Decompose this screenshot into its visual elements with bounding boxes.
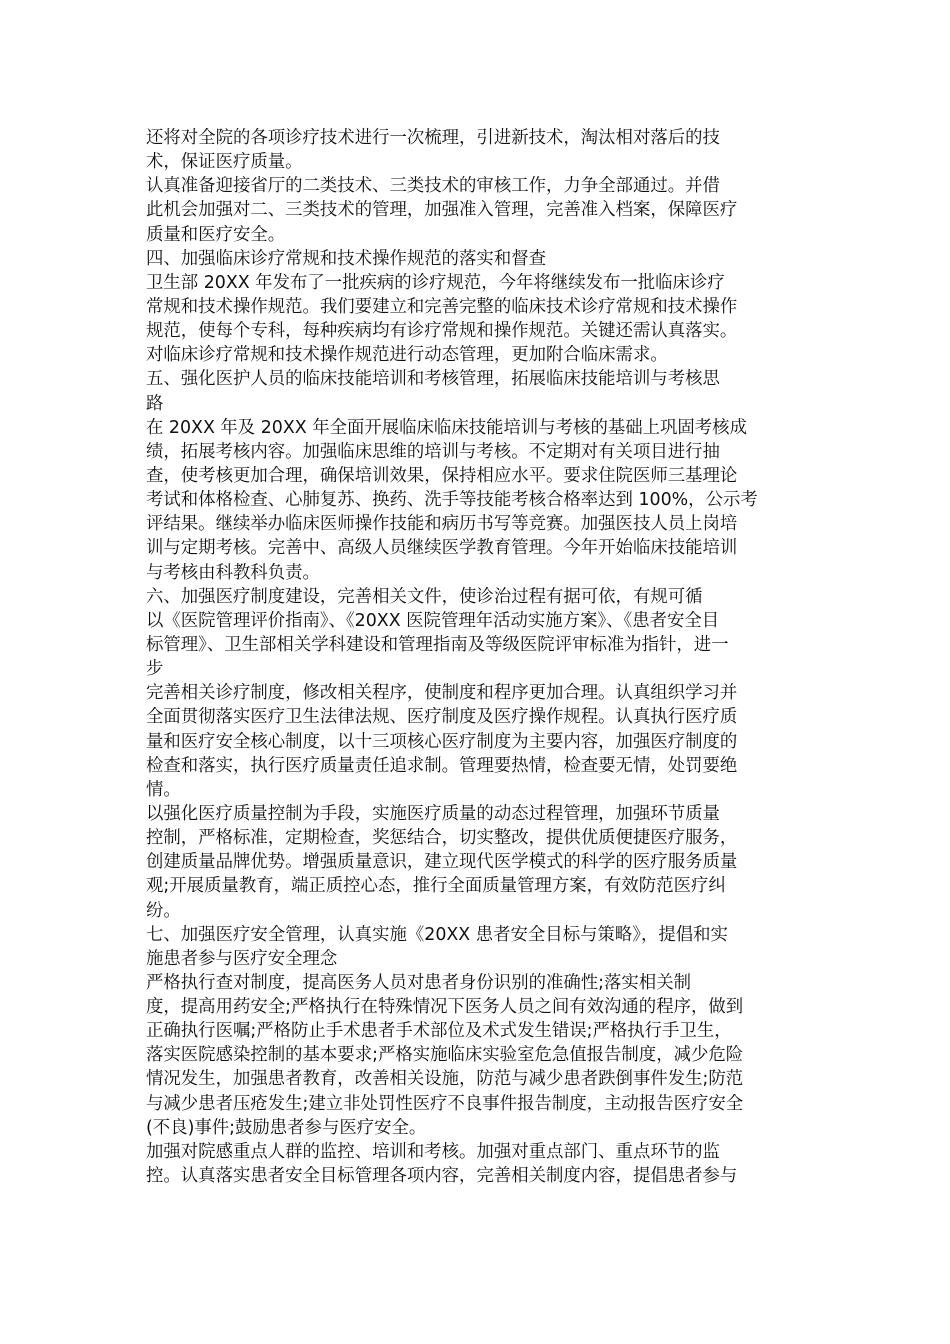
text-line: 正确执行医嘱;严格防止手术患者手术部位及术式发生错误;严格执行手卫生，: [146, 1021, 732, 1042]
text-line: 控。认真落实患者安全目标管理各项内容，完善相关制度内容，提倡患者参与: [146, 1166, 738, 1187]
text-line: 术，保证医疗质量。: [146, 152, 303, 173]
text-line: 纷。: [146, 900, 181, 921]
text-line: 检查和落实，执行医疗质量责任追求制。管理要热情，检查要无情，处罚要绝: [146, 755, 738, 776]
text-line: 情。: [146, 779, 181, 800]
text-line: 严格执行查对制度，提高医务人员对患者身份识别的准确性;落实相关制: [146, 972, 691, 993]
text-line: 加强对院感重点人群的监控、培训和考核。加强对重点部门、重点环节的监: [146, 1141, 720, 1162]
text-line: 查，使考核更加合理，确保培训效果，保持相应水平。要求住院医师三基理论: [146, 465, 738, 486]
document-body: [146, 126, 814, 1188]
text-line: 观;开展质量教育，端正质控心态，推行全面质量管理方案，有效防范医疗纠: [146, 876, 726, 897]
text-line: 考试和体格检查、心肺复苏、换药、洗手等技能考核合格率达到 100%，公示考: [146, 490, 758, 511]
text-line: 量和医疗安全核心制度，以十三项核心医疗制度为主要内容，加强医疗制度的: [146, 731, 738, 752]
text-line: 六、加强医疗制度建设，完善相关文件，使诊治过程有据可依，有规可循: [146, 586, 703, 607]
text-line: 七、加强医疗安全管理，认真实施《20XX 患者安全目标与策略》，提倡和实: [146, 924, 728, 945]
text-line: 控制，严格标准，定期检查，奖惩结合，切实整改，提供优质便捷医疗服务，: [146, 828, 738, 849]
text-line: 认真准备迎接省厅的二类技术、三类技术的审核工作，力争全部通过。并借: [146, 176, 720, 197]
text-line: 全面贯彻落实医疗卫生法律法规、医疗制度及医疗操作规程。认真执行医疗质: [146, 707, 738, 728]
text-line: 质量和医疗安全。: [146, 224, 286, 245]
text-line: 五、强化医护人员的临床技能培训和考核管理，拓展临床技能培训与考核思: [146, 369, 720, 390]
text-line: 对临床诊疗常规和技术操作规范进行动态管理，更加附合临床需求。: [146, 345, 668, 366]
text-line: 标管理》、卫生部相关学科建设和管理指南及等级医院评审标准为指针，进一: [146, 634, 729, 655]
text-line: 还将对全院的各项诊疗技术进行一次梳理，引进新技术，淘汰相对落后的技: [146, 128, 720, 148]
text-line: 落实医院感染控制的基本要求;严格实施临床实验室危急值报告制度，减少危险: [146, 1045, 744, 1066]
text-line: 度，提高用药安全;严格执行在特殊情况下医务人员之间有效沟通的程序，做到: [146, 997, 744, 1018]
text-line: 训与定期考核。完善中、高级人员继续医学教育管理。今年开始临床技能培训: [146, 538, 738, 559]
text-line: 在 20XX 年及 20XX 年全面开展临床临床技能培训与考核的基础上巩固考核成: [146, 417, 747, 438]
text-line: 创建质量品牌优势。增强质量意识，建立现代医学模式的科学的医疗服务质量: [146, 852, 738, 873]
text-line: 步: [146, 659, 164, 680]
text-line: 常规和技术操作规范。我们要建立和完善完整的临床技术诊疗常规和技术操作: [146, 296, 738, 317]
text-line: 此机会加强对二、三类技术的管理，加强准入管理，完善准入档案，保障医疗: [146, 200, 738, 221]
text-line: 绩，拓展考核内容。加强临床思维的培训与考核。不定期对有关项目进行抽: [146, 441, 720, 462]
text-line: 四、加强临床诊疗常规和技术操作规范的落实和督查: [146, 248, 546, 269]
text-line: 路: [146, 393, 164, 414]
text-line: 卫生部 20XX 年发布了一批疾病的诊疗规范，今年将继续发布一批临床诊疗: [146, 272, 725, 293]
text-line: (不良)事件;鼓励患者参与医疗安全。: [146, 1117, 427, 1138]
text-line: 施患者参与医疗安全理念: [146, 948, 338, 969]
text-line: 评结果。继续举办临床医师操作技能和病历书写等竞赛。加强医技人员上岗培: [146, 514, 738, 535]
text-line: 与减少患者压疮发生;建立非处罚性医疗不良事件报告制度，主动报告医疗安全: [146, 1093, 744, 1114]
text-line: 以《医院管理评价指南》、《20XX 医院管理年活动实施方案》、《患者安全目: [146, 610, 720, 631]
text-line: 规范，使每个专科，每种疾病均有诊疗常规和操作规范。关键还需认真落实。: [146, 321, 738, 342]
text-line: 情况发生，加强患者教育，改善相关设施，防范与减少患者跌倒事件发生;防范: [146, 1069, 744, 1090]
text-line: 与考核由科教科负责。: [146, 562, 320, 583]
text-line: 以强化医疗质量控制为手段，实施医疗质量的动态过程管理，加强环节质量: [146, 803, 720, 824]
text-line: 完善相关诊疗制度，修改相关程序，使制度和程序更加合理。认真组织学习并: [146, 683, 738, 704]
